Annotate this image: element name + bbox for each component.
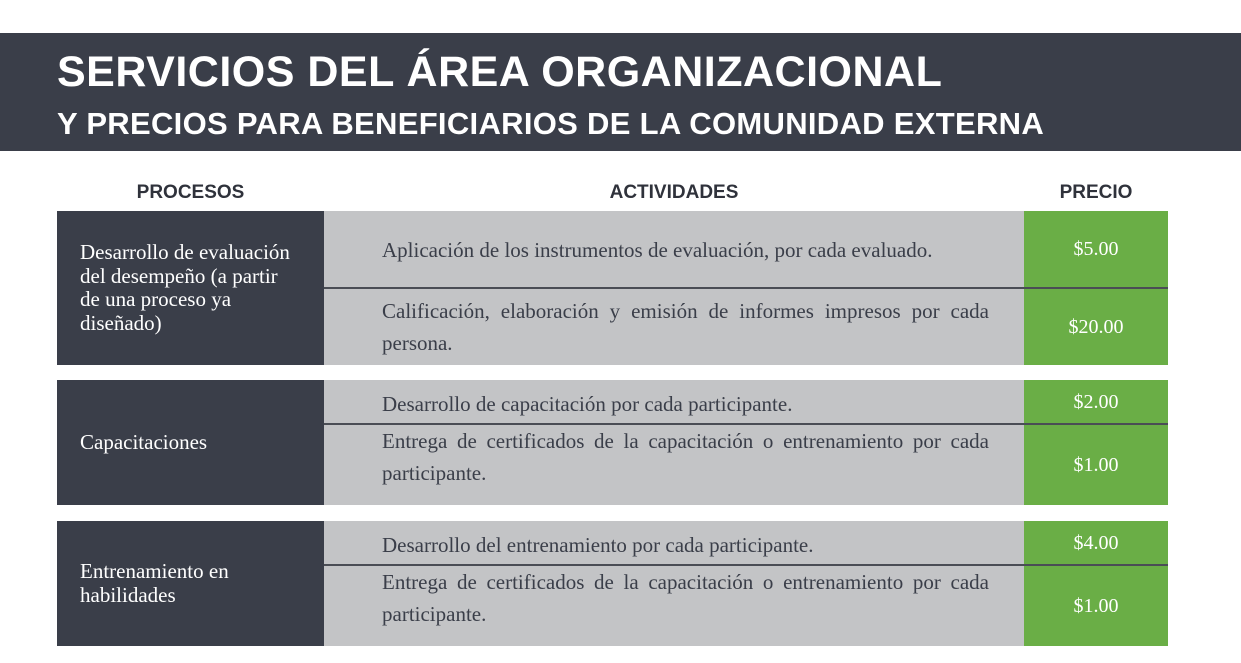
activity-text: Desarrollo del entrenamiento por cada participante. — [382, 533, 814, 557]
process-label: Entrenamiento en habilidades — [80, 559, 229, 607]
activity-cell — [324, 289, 1024, 365]
price-value: $2.00 — [1073, 390, 1119, 413]
process-cell — [57, 380, 324, 505]
price-cell — [1024, 380, 1168, 424]
price-value: $5.00 — [1073, 238, 1119, 260]
price-value: $1.00 — [1073, 453, 1119, 476]
price-cell — [1024, 425, 1168, 505]
price-value: $1.00 — [1073, 594, 1119, 617]
activity-text: Entrega de certificados de la capacitación o entrenamiento por cada participante. — [382, 429, 989, 485]
header-precio: PRECIO — [1059, 182, 1133, 203]
activity-cell — [324, 380, 1024, 424]
activity-cell — [324, 425, 1024, 505]
header-actividades: ACTIVIDADES — [609, 182, 739, 203]
page-title: SERVICIOS DEL ÁREA ORGANIZACIONAL — [57, 48, 943, 96]
service-block-evaluacion — [57, 211, 1168, 365]
activity-cell — [324, 211, 1024, 288]
activity-text: Aplicación de los instrumentos de evaluación, por cada evaluado. — [382, 237, 933, 262]
activity-text: Entrega de certificados de la capacitación o entrenamiento por cada participante. — [382, 570, 989, 626]
process-label: Capacitaciones — [80, 429, 208, 454]
price-cell — [1024, 211, 1168, 288]
price-cell — [1024, 289, 1168, 365]
price-value: $20.00 — [1068, 315, 1124, 338]
activity-text: Desarrollo de capacitación por cada participante. — [382, 392, 793, 416]
activity-cell — [324, 566, 1024, 646]
header-procesos: PROCESOS — [136, 182, 245, 203]
price-cell — [1024, 566, 1168, 646]
price-cell — [1024, 521, 1168, 565]
service-block-entrenamiento — [57, 521, 1168, 646]
activity-cell — [324, 521, 1024, 565]
service-block-capacitaciones — [57, 380, 1168, 505]
price-value: $4.00 — [1073, 531, 1119, 554]
page-subtitle: Y PRECIOS PARA BENEFICIARIOS DE LA COMUNIDAD EXTERNA — [57, 106, 1045, 141]
process-cell — [57, 521, 324, 646]
process-cell — [57, 211, 324, 365]
process-label: Desarrollo de evaluación del desempeño (a partir de una proceso ya diseñado) — [80, 240, 290, 335]
activity-text: Calificación, elaboración y emisión de informes impresos por cada persona. — [382, 299, 989, 355]
